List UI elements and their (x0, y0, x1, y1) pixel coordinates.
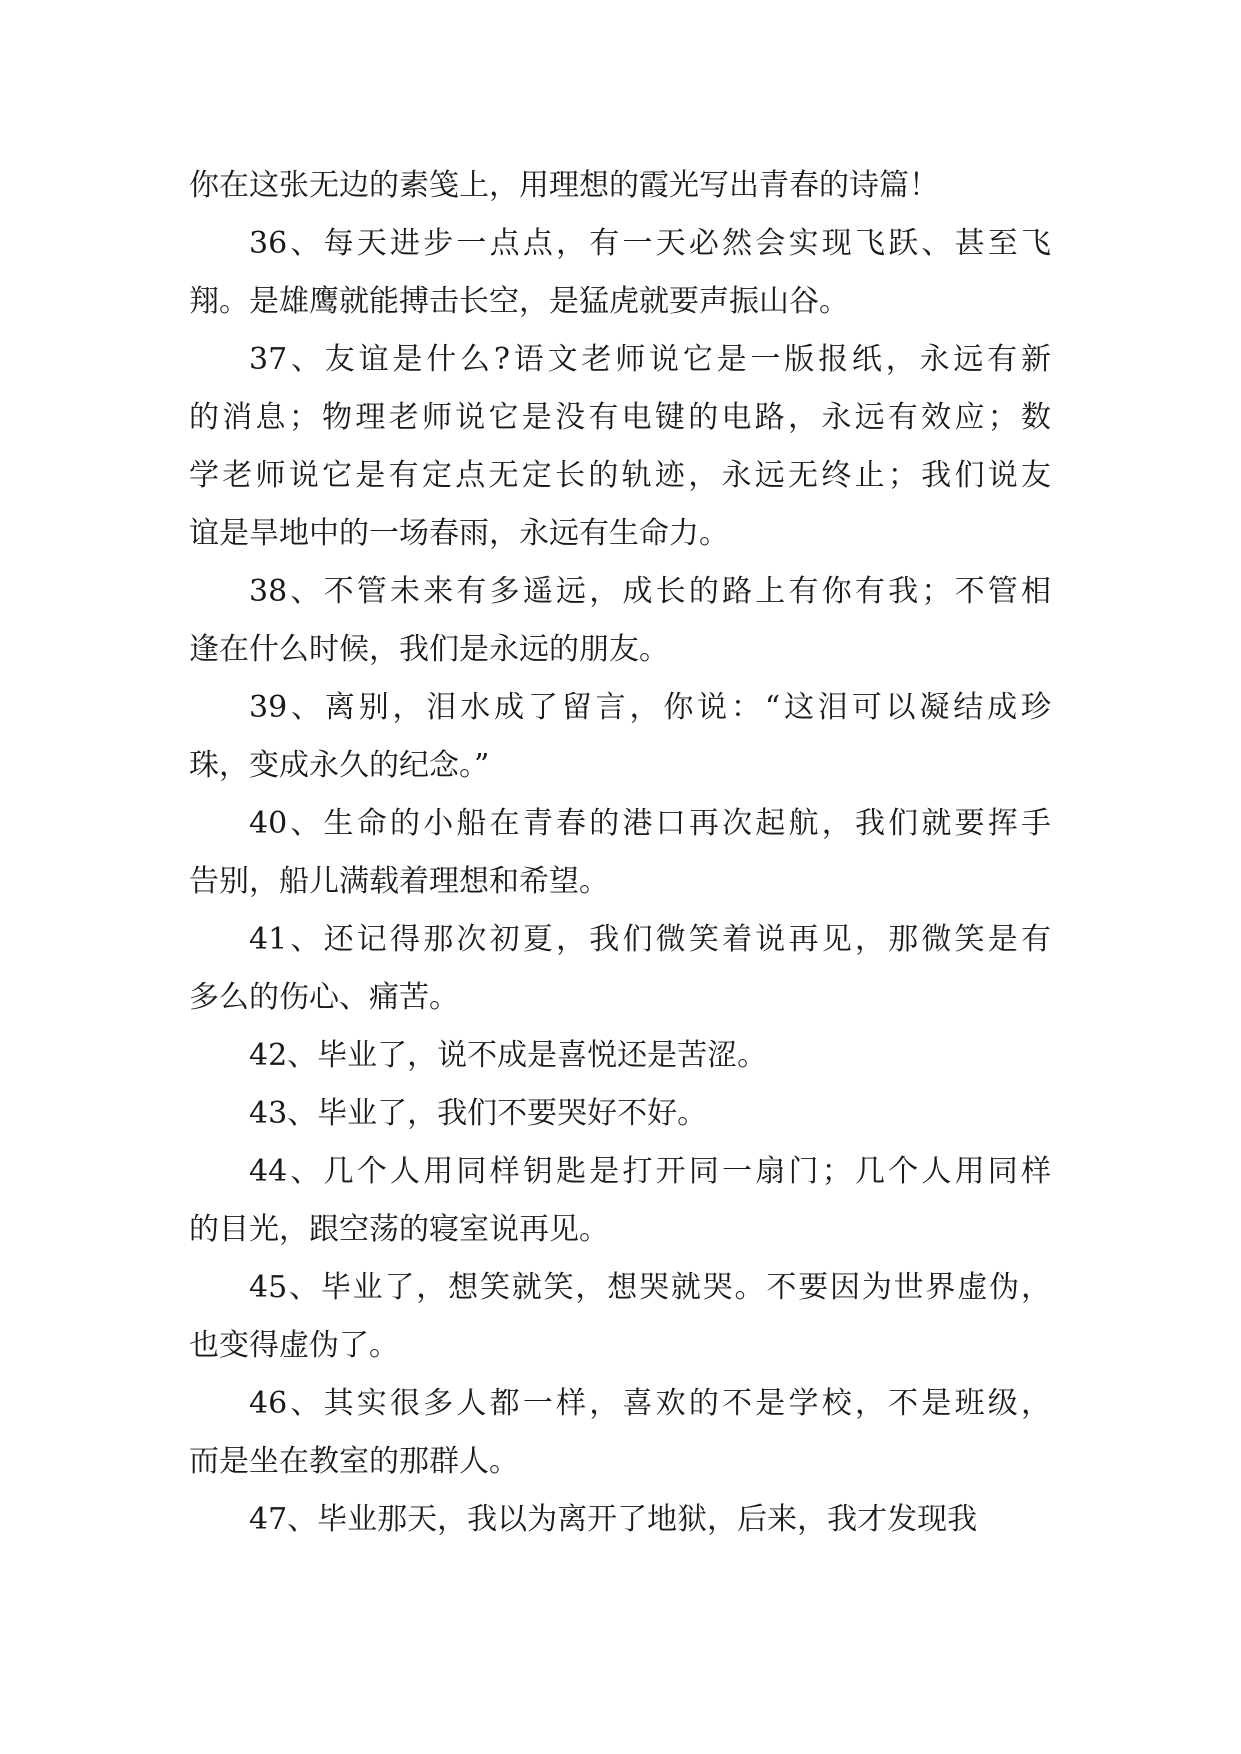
paragraph-p44 (189, 1143, 1051, 1259)
paragraph-p39 (189, 679, 1051, 795)
paragraph-line: 44、几个人用同样钥匙是打开同一扇门；几个人用同样 (249, 1154, 1051, 1189)
paragraph-line: 42、毕业了，说不成是喜悦还是苦涩。 (249, 1038, 768, 1073)
paragraph-line: 翔。是雄鹰就能搏击长空，是猛虎就要声振山谷。 (189, 284, 849, 319)
paragraph-line: 36、每天进步一点点，有一天必然会实现飞跃、甚至飞 (249, 226, 1051, 261)
paragraph-line: 逢在什么时候，我们是永远的朋友。 (189, 632, 669, 667)
paragraph-line: 珠，变成永久的纪念。” (189, 748, 490, 783)
paragraph-line: 40、生命的小船在青春的港口再次起航，我们就要挥手 (249, 806, 1051, 841)
paragraph-line: 的消息；物理老师说它是没有电键的电路，永远有效应；数 (189, 400, 1051, 435)
paragraph-line: 46、其实很多人都一样，喜欢的不是学校，不是班级， (249, 1386, 1051, 1421)
paragraph-line: 41、还记得那次初夏，我们微笑着说再见，那微笑是有 (249, 922, 1051, 957)
paragraph-p47 (189, 1491, 1051, 1549)
paragraph-line: 谊是旱地中的一场春雨，永远有生命力。 (189, 516, 729, 551)
paragraph-line: 学老师说它是有定点无定长的轨迹，永远无终止；我们说友 (189, 458, 1051, 493)
paragraph-line: 37、友谊是什么?语文老师说它是一版报纸，永远有新 (249, 342, 1051, 377)
paragraph-p41 (189, 911, 1051, 1027)
paragraph-p-continuation (189, 157, 1051, 215)
document-body (189, 157, 1051, 1549)
paragraph-line: 的目光，跟空荡的寝室说再见。 (189, 1212, 609, 1247)
paragraph-p46 (189, 1375, 1051, 1491)
paragraph-line: 45、毕业了，想笑就笑，想哭就哭。不要因为世界虚伪， (249, 1270, 1051, 1305)
paragraph-line: 也变得虚伪了。 (189, 1328, 399, 1363)
paragraph-line: 多么的伤心、痛苦。 (189, 980, 459, 1015)
paragraph-p42 (189, 1027, 1051, 1085)
paragraph-p37 (189, 331, 1051, 563)
paragraph-line: 你在这张无边的素笺上，用理想的霞光写出青春的诗篇！ (189, 168, 939, 203)
paragraph-line: 43、毕业了，我们不要哭好不好。 (249, 1096, 708, 1131)
paragraph-p45 (189, 1259, 1051, 1375)
paragraph-line: 47、毕业那天，我以为离开了地狱，后来，我才发现我 (249, 1502, 978, 1537)
paragraph-p38 (189, 563, 1051, 679)
paragraph-p36 (189, 215, 1051, 331)
paragraph-line: 38、不管未来有多遥远，成长的路上有你有我；不管相 (249, 574, 1051, 609)
paragraph-line: 39、离别，泪水成了留言，你说：“这泪可以凝结成珍 (249, 690, 1051, 725)
paragraph-p43 (189, 1085, 1051, 1143)
paragraph-line: 而是坐在教室的那群人。 (189, 1444, 519, 1479)
paragraph-line: 告别，船儿满载着理想和希望。 (189, 864, 609, 899)
paragraph-p40 (189, 795, 1051, 911)
